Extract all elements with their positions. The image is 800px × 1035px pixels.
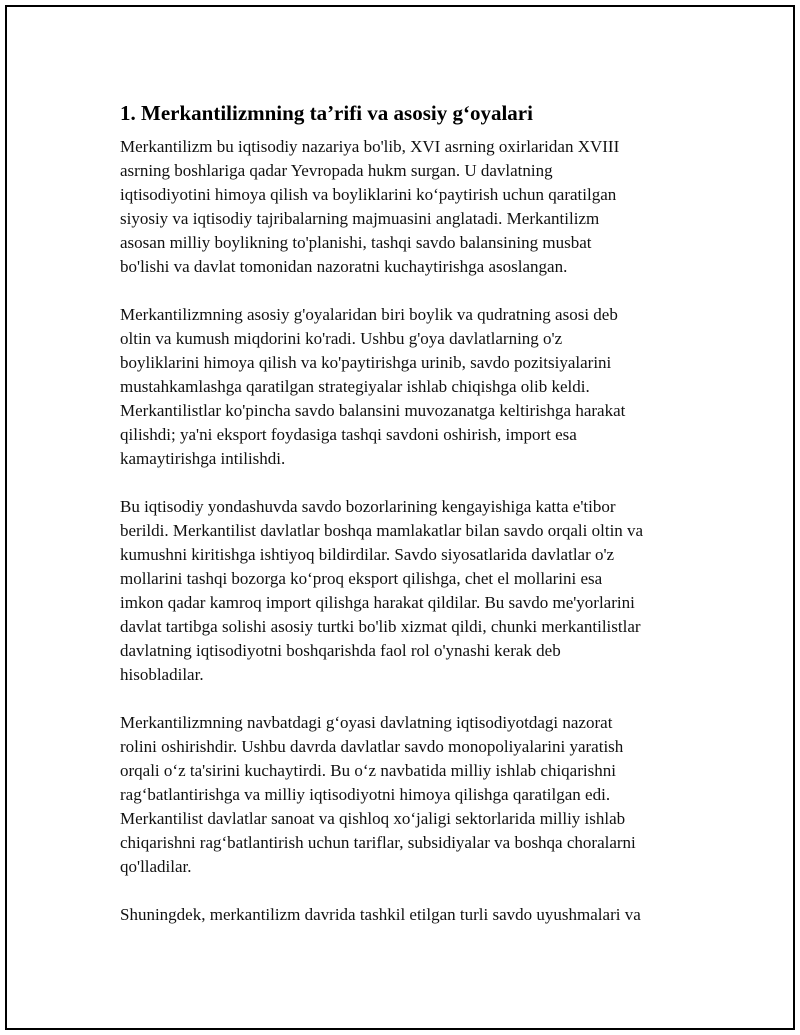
paragraph-line: Bu iqtisodiy yondashuvda savdo bozorlarining kengayishiga katta e'tibor (120, 497, 616, 516)
paragraph-line: qilishdi; ya'ni eksport foydasiga tashqi savdoni oshirish, import esa (120, 425, 577, 444)
paragraph-line: asrning boshlariga qadar Yevropada hukm surgan. U davlatning (120, 161, 553, 180)
paragraph-line: rolini oshirishdir. Ushbu davrda davlatlar savdo monopoliyalarini yaratish (120, 737, 624, 756)
paragraph-2 (120, 303, 710, 471)
paragraph-line: hisobladilar. (120, 665, 204, 684)
paragraph-line: Merkantilizmning navbatdagi g‘oyasi davlatning iqtisodiyotdagi nazorat (120, 713, 613, 732)
paragraph-line: chiqarishni rag‘batlantirish uchun tariflar, subsidiyalar va boshqa choralarni (120, 833, 636, 852)
paragraph-1 (120, 135, 710, 279)
paragraph-line: Merkantilist davlatlar sanoat va qishloq xo‘jaligi sektorlarida milliy ishlab (120, 809, 626, 828)
paragraph-4 (120, 711, 710, 879)
paragraph-line: imkon qadar kamroq import qilishga harakat qildilar. Bu savdo me'yorlarini (120, 593, 635, 612)
paragraph-line: Merkantilizm bu iqtisodiy nazariya bo'lib, XVI asrning oxirlaridan XVIII (120, 137, 620, 156)
paragraph-line: siyosiy va iqtisodiy tajribalarning majmuasini anglatadi. Merkantilizm (120, 209, 600, 228)
paragraph-line: rag‘batlantirishga va milliy iqtisodiyotni himoya qilishga qaratilgan edi. (120, 785, 611, 804)
paragraph-line: kumushni kiritishga ishtiyoq bildirdilar. Savdo siyosatlarida davlatlar o'z (120, 545, 615, 564)
paragraph-line: qo'lladilar. (120, 857, 192, 876)
paragraph-line: mustahkamlashga qaratilgan strategiyalar ishlab chiqishga olib keldi. (120, 377, 590, 396)
paragraph-line: Merkantilistlar ko'pincha savdo balansini muvozanatga keltirishga harakat (120, 401, 626, 420)
paragraph-line: oltin va kumush miqdorini ko'radi. Ushbu g'oya davlatlarning o'z (120, 329, 563, 348)
paragraph-line: asosan milliy boylikning to'planishi, tashqi savdo balansining musbat (120, 233, 592, 252)
paragraph-line: Merkantilizmning asosiy g'oyalaridan biri boylik va qudratning asosi deb (120, 305, 618, 324)
paragraph-line: bo'lishi va davlat tomonidan nazoratni kuchaytirishga asoslangan. (120, 257, 568, 276)
paragraph-3 (120, 495, 710, 687)
paragraph-line: orqali o‘z ta'sirini kuchaytirdi. Bu o‘z navbatida milliy ishlab chiqarishni (120, 761, 616, 780)
document-content (120, 99, 710, 951)
document-page (5, 5, 795, 1030)
paragraph-5 (120, 903, 710, 927)
paragraph-line: boyliklarini himoya qilish va ko'paytirishga urinib, savdo pozitsiyalarini (120, 353, 612, 372)
section-heading: 1. Merkantilizmning ta’rifi va asosiy g‘oyalari (120, 101, 533, 125)
paragraph-line: Shuningdek, merkantilizm davrida tashkil etilgan turli savdo uyushmalari va (120, 905, 641, 924)
paragraph-line: davlat tartibga solishi asosiy turtki bo'lib xizmat qildi, chunki merkantilistlar (120, 617, 641, 636)
paragraph-line: kamaytirishga intilishdi. (120, 449, 286, 468)
paragraph-line: iqtisodiyotini himoya qilish va boyliklarini ko‘paytirish uchun qaratilgan (120, 185, 617, 204)
paragraph-line: berildi. Merkantilist davlatlar boshqa mamlakatlar bilan savdo orqali oltin va (120, 521, 644, 540)
paragraph-line: davlatning iqtisodiyotni boshqarishda faol rol o'ynashi kerak deb (120, 641, 561, 660)
paragraph-line: mollarini tashqi bozorga ko‘proq eksport qilishga, chet el mollarini esa (120, 569, 603, 588)
